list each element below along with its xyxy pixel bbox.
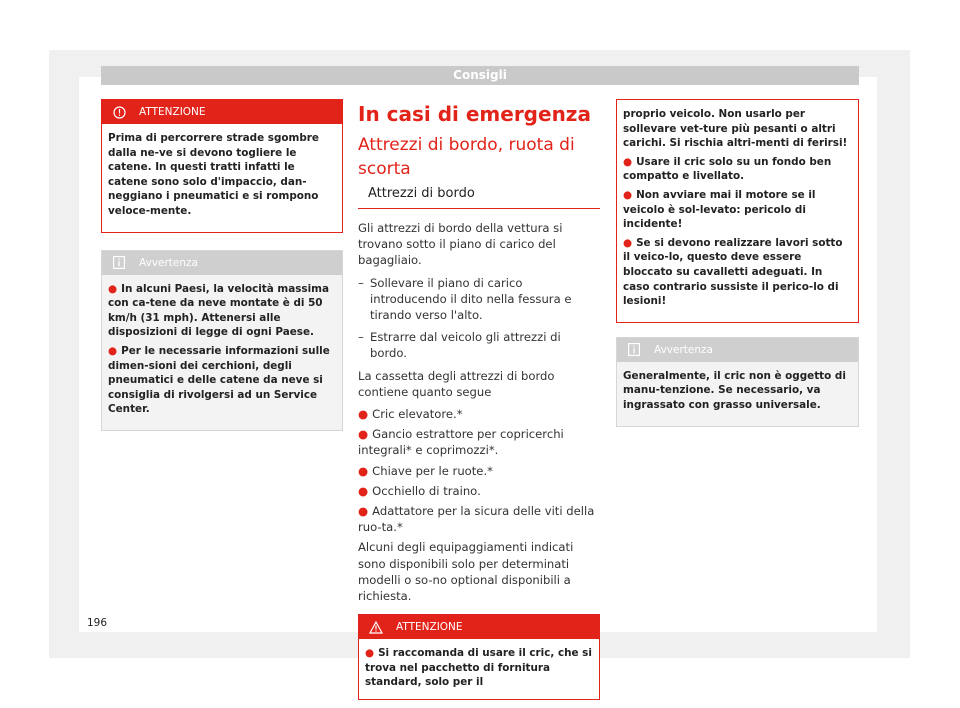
warning-item: ● Si raccomanda di usare il cric, che si trova nel pacchetto di fornitura standard, solo per il [365, 647, 592, 689]
bullet-icon: ● [623, 155, 633, 168]
warning-triangle-icon [369, 620, 383, 634]
warning-text [102, 124, 342, 232]
warning-box [358, 614, 600, 700]
bullet-icon: ● [365, 647, 375, 660]
chapter-title: In casi di emergenza [358, 102, 591, 126]
bullet-icon: ● [358, 483, 369, 498]
warning-title: ATTENZIONE [139, 106, 206, 118]
note-paragraph: Generalmente, il cric non è oggetto di manu-tenzione. Se necessario, va ingrassato con grasso universale. [623, 369, 846, 411]
warning-text [617, 100, 858, 322]
step-item: – Sollevare il piano di carico introducendo il dito nella fessura e tirando verso l'alto. [358, 275, 572, 323]
column-right [616, 99, 859, 427]
bullet-icon: ● [623, 236, 633, 249]
section-header: Consigli [101, 66, 859, 85]
note-header [617, 338, 858, 362]
warning-item: ● Non avviare mai il motore se il veicolo è sol-levato: pericolo di incidente! [623, 188, 816, 231]
note-title: Avvertenza [139, 256, 198, 269]
outro-paragraph: Alcuni degli equipaggiamenti indicati sono disponibili solo per determinati modelli o so-no optional disponibili a richiesta. [358, 540, 574, 604]
contents-item: ● Chiave per le ruote.* [358, 463, 493, 478]
intro-paragraph: Gli attrezzi di bordo della vettura si trovano sotto il piano di carico del bagagliaio. [358, 221, 563, 268]
contents-intro: La cassetta degli attrezzi di bordo contiene quanto segue [358, 368, 555, 399]
subsection-rule [358, 208, 600, 209]
contents-item: ● Adattatore per la sicura delle viti della ruo-ta.* [358, 504, 595, 535]
subsection-title: Attrezzi di bordo [368, 186, 475, 201]
warning-lead: proprio veicolo. Non usarlo per sollevare vet-ture più pesanti o altri carichi. Si rischia altri-menti di ferirsi! [623, 108, 848, 150]
warning-item: ● Se si devono realizzare lavori sotto il veico-lo, questo deve essere bloccato su cavalletti adeguati. In caso contrario sussiste il perico-lo di lesioni! [623, 236, 843, 308]
warning-box-continued [616, 99, 859, 323]
note-header [102, 251, 342, 275]
note-text [102, 275, 342, 430]
warning-header [102, 100, 342, 124]
note-box [616, 337, 859, 427]
info-icon [112, 256, 126, 270]
warning-header [359, 615, 599, 639]
bullet-icon: ● [358, 504, 369, 519]
warning-item: ● Usare il cric solo su un fondo ben compatto e livellato. [623, 155, 832, 183]
warning-circle-icon [112, 105, 126, 119]
bullet-icon: ● [358, 427, 369, 442]
note-item: ● In alcuni Paesi, la velocità massima con ca-tene da neve montate è di 50 km/h (31 mph). Attenersi alle disposizioni di legge di ogni Paese. [108, 282, 330, 339]
note-text [617, 362, 858, 426]
page-number: 196 [87, 617, 108, 629]
warning-box [101, 99, 343, 233]
contents-item: ● Gancio estrattore per copricerchi integrali* e coprimozzi*. [358, 427, 564, 458]
bullet-icon: ● [623, 188, 633, 201]
bullet-icon: ● [108, 344, 118, 357]
bullet-icon: ● [108, 282, 118, 295]
section-title: Attrezzi di bordo, ruota di scorta [358, 135, 575, 179]
body-text [358, 220, 600, 604]
warning-paragraph: Prima di percorrere strade sgombre dalla ne-ve si devono togliere le catene. In questi tratti infatti le catene sono solo d'impaccio, dan-neggiano i pneumatici e si rompono veloce-mente. [108, 132, 319, 217]
note-box [101, 250, 343, 431]
bullet-icon: ● [358, 407, 369, 422]
column-middle [358, 101, 600, 700]
info-icon [627, 343, 641, 357]
step-item: – Estrarre dal veicolo gli attrezzi di bordo. [358, 330, 561, 361]
column-left [101, 99, 343, 431]
bullet-icon: ● [358, 463, 369, 478]
note-item: ● Per le necessarie informazioni sulle dimen-sioni dei cerchioni, degli pneumatici e delle catene da neve si consiglia di rivolgersi ad un Service Center. [108, 344, 330, 416]
note-title: Avvertenza [654, 343, 713, 356]
contents-item: ● Occhiello di traino. [358, 483, 481, 498]
warning-text [359, 639, 599, 699]
contents-item: ● Cric elevatore.* [358, 407, 463, 422]
warning-title: ATTENZIONE [396, 621, 463, 634]
